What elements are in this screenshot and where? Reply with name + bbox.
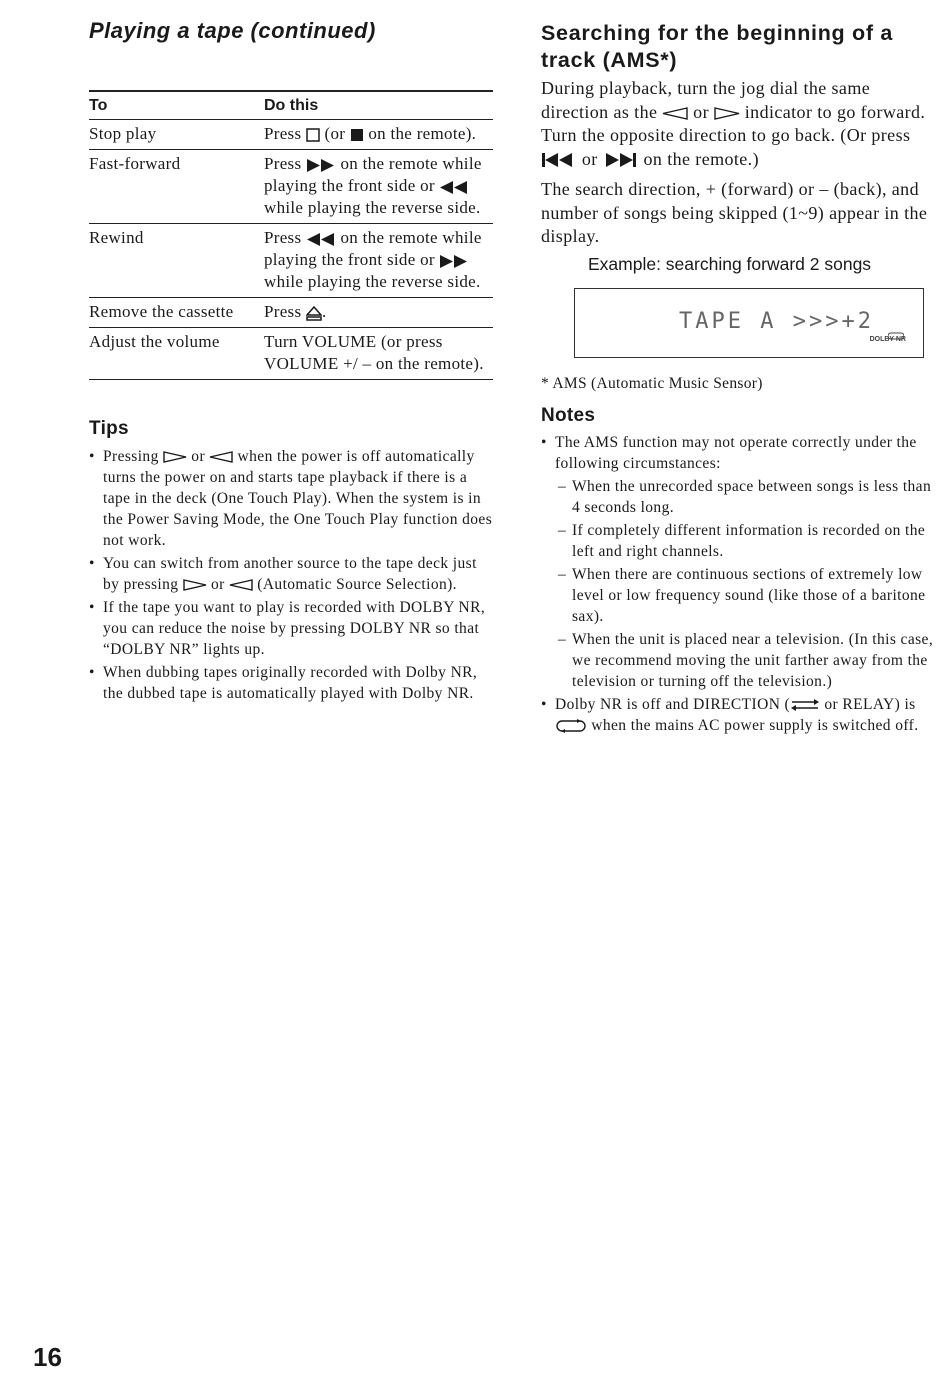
tips-list (89, 446, 493, 704)
one-way-direction-icon (790, 699, 820, 711)
fast-forward-icon (306, 159, 336, 172)
left-column (89, 18, 493, 706)
display-illustration (574, 288, 924, 358)
example-caption: Example: searching forward 2 songs (588, 253, 872, 274)
table-cell-action: Rewind (89, 224, 264, 298)
sub-list-item: – If completely different information is recorded on the left and right channels. (555, 520, 939, 562)
list-item: • If the tape you want to play is recorded with DOLBY NR, you can reduce the noise by pressing DOLBY NR so that “DOLBY NR” lights up. (89, 597, 493, 660)
play-forward-outline-icon (183, 579, 207, 591)
table-row (89, 298, 493, 328)
ams-section-title: Searching for the beginning of a track (AMS*) (541, 21, 894, 72)
tips-heading: Tips (89, 418, 129, 439)
ams-display-description: The search direction, + (forward) or – (back), and number of songs being skipped (1~9) appear in the display. (541, 179, 928, 246)
right-column (541, 20, 939, 738)
relay-direction-icon (555, 719, 587, 733)
table-row (89, 328, 493, 380)
list-item: • The AMS function may not operate correctly under the following circumstances: – When the unrecorded space between songs is less than 4 seconds long. – If completely different information is recorded on the left and right channels. – When there are continuous sections of extremely low level or low frequency sound (like those of a baritone sax). – When the unit is placed near a television. (In this case, we recommend moving the unit farther away from the television or turning off the television.) (541, 432, 939, 692)
table-cell-instruction: Press (or on the remote). (264, 120, 493, 150)
list-item: • When dubbing tapes originally recorded with Dolby NR, the dubbed tape is automatically played with Dolby NR. (89, 662, 493, 704)
table-row (89, 150, 493, 224)
column-header-to: To (89, 91, 264, 120)
section-title: Playing a tape (continued) (89, 18, 376, 43)
display-readout: TAPE A >>>+2 (679, 308, 874, 334)
ams-instructions: During playback, turn the jog dial the same direction as the or indicator to go forward. Turn the opposite direction to go back. (Or press or on the remote.) (541, 78, 926, 169)
dolby-nr-indicator: DOLBY NR (869, 335, 906, 343)
table-row (89, 120, 493, 150)
fast-forward-icon (439, 255, 469, 268)
table-cell-instruction: Press on the remote while playing the front side or while playing the reverse side. (264, 224, 493, 298)
table-cell-instruction: Press . (264, 298, 493, 328)
footnote: * AMS (Automatic Music Sensor) (541, 374, 763, 392)
play-reverse-outline-icon (229, 579, 253, 591)
list-item: • Pressing or when the power is off automatically turns the power on and starts tape playback if there is a tape in the deck (One Touch Play). When the system is in the Power Saving Mode, the One Touch Play function does not work. (89, 446, 493, 551)
sub-list-item: – When the unrecorded space between songs is less than 4 seconds long. (555, 476, 939, 518)
sub-list-item: – When there are continuous sections of extremely low level or low frequency sound (like those of a baritone sax). (555, 564, 939, 627)
list-item: • You can switch from another source to the tape deck just by pressing or (Automatic Source Selection). (89, 553, 493, 595)
eject-icon (306, 306, 322, 321)
list-item: • Dolby NR is off and DIRECTION ( or RELAY) is when the mains AC power supply is switched off. (541, 694, 939, 736)
stop-outline-icon (306, 128, 320, 142)
column-header-do-this: Do this (264, 91, 493, 120)
table-cell-instruction: Press on the remote while playing the front side or while playing the reverse side. (264, 150, 493, 224)
table-cell-action: Stop play (89, 120, 264, 150)
sub-list (555, 476, 939, 692)
table-header-row (89, 91, 493, 120)
previous-track-icon (541, 153, 577, 167)
play-forward-outline-icon (714, 107, 740, 120)
rewind-icon (439, 181, 469, 194)
operations-table (89, 90, 493, 380)
page-number: 16 (33, 1342, 62, 1372)
notes-list (541, 432, 939, 736)
rewind-icon (306, 233, 336, 246)
table-cell-action: Fast-forward (89, 150, 264, 224)
play-reverse-outline-icon (209, 451, 233, 463)
next-track-icon (603, 153, 639, 167)
stop-filled-icon (350, 128, 364, 142)
table-row (89, 224, 493, 298)
sub-list-item: – When the unit is placed near a television. (In this case, we recommend moving the unit farther away from the television or turning off the television.) (555, 629, 939, 692)
play-reverse-outline-icon (662, 107, 688, 120)
table-cell-action: Adjust the volume (89, 328, 264, 380)
play-forward-outline-icon (163, 451, 187, 463)
notes-heading: Notes (541, 404, 596, 426)
table-cell-instruction: Turn VOLUME (or press VOLUME +/ – on the remote). (264, 328, 493, 380)
table-cell-action: Remove the cassette (89, 298, 264, 328)
